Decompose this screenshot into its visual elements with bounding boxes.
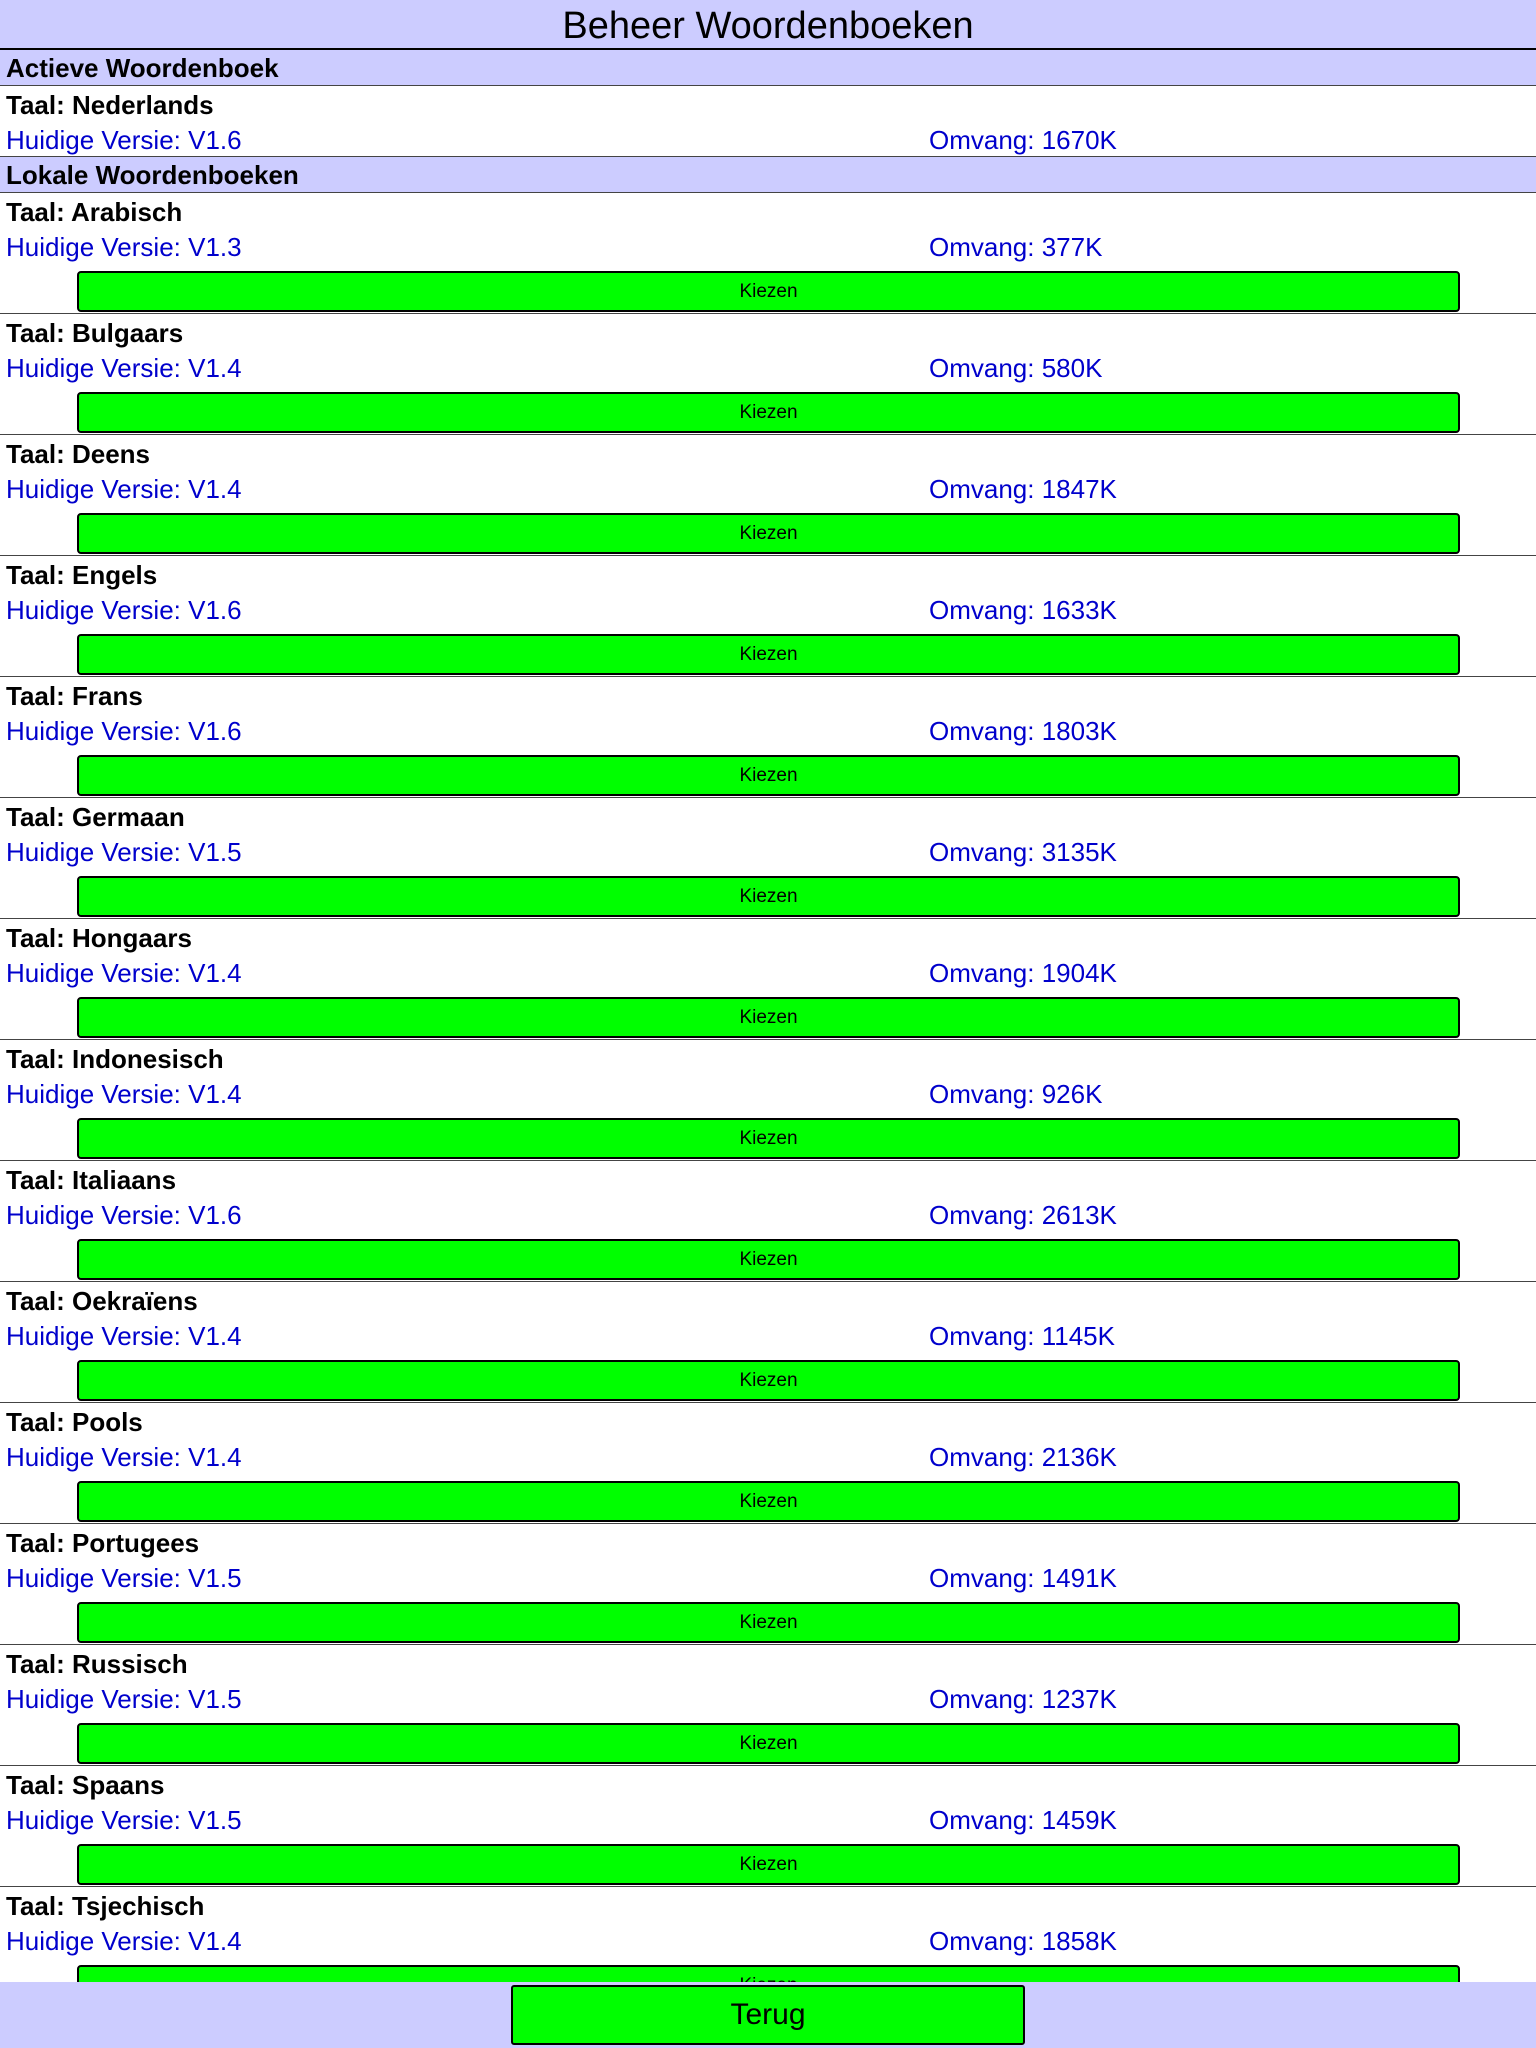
local-dictionary-entry bbox=[0, 314, 1536, 435]
size-label: Omvang: 2136K bbox=[929, 1442, 1117, 1472]
version-label: Huidige Versie: V1.6 bbox=[6, 595, 242, 625]
choose-button[interactable]: Kiezen bbox=[77, 1481, 1460, 1522]
version-label: Huidige Versie: V1.5 bbox=[6, 1805, 242, 1835]
language-label: Taal: Pools bbox=[6, 1407, 143, 1437]
dictionary-list[interactable] bbox=[0, 50, 1536, 1982]
language-label: Taal: Portugees bbox=[6, 1528, 200, 1558]
version-label: Huidige Versie: V1.4 bbox=[6, 958, 242, 988]
version-label: Huidige Versie: V1.4 bbox=[6, 1442, 242, 1472]
version-label: Huidige Versie: V1.4 bbox=[6, 353, 242, 383]
footer-bar bbox=[0, 1982, 1536, 2048]
size-label: Omvang: 1904K bbox=[929, 958, 1117, 988]
version-label: Huidige Versie: V1.5 bbox=[6, 837, 242, 867]
language-label: Taal: Frans bbox=[6, 681, 143, 711]
language-label: Taal: Arabisch bbox=[6, 197, 183, 227]
choose-button[interactable]: Kiezen bbox=[77, 1723, 1460, 1764]
language-label: Taal: Deens bbox=[6, 439, 151, 469]
version-label: Huidige Versie: V1.4 bbox=[6, 1926, 242, 1956]
choose-button[interactable]: Kiezen bbox=[77, 1360, 1460, 1401]
choose-button[interactable]: Kiezen bbox=[77, 1844, 1460, 1885]
size-label: Omvang: 1670K bbox=[929, 125, 1117, 155]
local-dictionary-entry bbox=[0, 798, 1536, 919]
version-label: Huidige Versie: V1.5 bbox=[6, 1684, 242, 1714]
local-dictionary-entry bbox=[0, 1766, 1536, 1887]
local-dictionary-entry bbox=[0, 1524, 1536, 1645]
local-dictionary-entry bbox=[0, 435, 1536, 556]
language-label: Taal: Oekraïens bbox=[6, 1286, 198, 1316]
size-label: Omvang: 2613K bbox=[929, 1200, 1117, 1230]
size-label: Omvang: 1491K bbox=[929, 1563, 1117, 1593]
size-label: Omvang: 1459K bbox=[929, 1805, 1117, 1835]
choose-button[interactable]: Kiezen bbox=[77, 1118, 1460, 1159]
choose-button[interactable]: Kiezen bbox=[77, 634, 1460, 675]
local-dictionaries-header: Lokale Woordenboeken bbox=[0, 157, 1536, 193]
local-dictionary-entry bbox=[0, 1645, 1536, 1766]
language-label: Taal: Italiaans bbox=[6, 1165, 177, 1195]
language-label: Taal: Engels bbox=[6, 560, 158, 590]
choose-button[interactable]: Kiezen bbox=[77, 1239, 1460, 1280]
version-label: Huidige Versie: V1.6 bbox=[6, 1200, 242, 1230]
local-dictionary-entry bbox=[0, 919, 1536, 1040]
version-label: Huidige Versie: V1.4 bbox=[6, 474, 242, 504]
size-label: Omvang: 3135K bbox=[929, 837, 1117, 867]
version-label: Huidige Versie: V1.3 bbox=[6, 232, 242, 262]
local-dictionary-entry bbox=[0, 677, 1536, 798]
language-label: Taal: Hongaars bbox=[6, 923, 192, 953]
choose-button[interactable]: Kiezen bbox=[77, 513, 1460, 554]
size-label: Omvang: 580K bbox=[929, 353, 1103, 383]
local-dictionary-entry bbox=[0, 1282, 1536, 1403]
language-label: Taal: Spaans bbox=[6, 1770, 165, 1800]
size-label: Omvang: 1803K bbox=[929, 716, 1117, 746]
language-label: Taal: Nederlands bbox=[6, 90, 214, 120]
choose-button[interactable]: Kiezen bbox=[77, 755, 1460, 796]
size-label: Omvang: 377K bbox=[929, 232, 1103, 262]
local-dictionary-entry bbox=[0, 193, 1536, 314]
local-dictionary-entry bbox=[0, 556, 1536, 677]
local-dictionary-entry bbox=[0, 1040, 1536, 1161]
choose-button[interactable]: Kiezen bbox=[77, 271, 1460, 312]
size-label: Omvang: 1847K bbox=[929, 474, 1117, 504]
back-button[interactable]: Terug bbox=[511, 1985, 1025, 2045]
size-label: Omvang: 926K bbox=[929, 1079, 1103, 1109]
language-label: Taal: Tsjechisch bbox=[6, 1891, 205, 1921]
page-title: Beheer Woordenboeken bbox=[0, 0, 1536, 50]
choose-button[interactable]: Kiezen bbox=[77, 1602, 1460, 1643]
language-label: Taal: Bulgaars bbox=[6, 318, 184, 348]
active-dictionary-entry bbox=[0, 86, 1536, 157]
version-label: Huidige Versie: V1.5 bbox=[6, 1563, 242, 1593]
version-label: Huidige Versie: V1.6 bbox=[6, 125, 242, 155]
size-label: Omvang: 1145K bbox=[929, 1321, 1115, 1351]
version-label: Huidige Versie: V1.6 bbox=[6, 716, 242, 746]
size-label: Omvang: 1237K bbox=[929, 1684, 1117, 1714]
language-label: Taal: Germaan bbox=[6, 802, 185, 832]
language-label: Taal: Russisch bbox=[6, 1649, 188, 1679]
version-label: Huidige Versie: V1.4 bbox=[6, 1321, 242, 1351]
local-dictionary-list bbox=[0, 193, 1536, 2008]
version-label: Huidige Versie: V1.4 bbox=[6, 1079, 242, 1109]
choose-button[interactable]: Kiezen bbox=[77, 997, 1460, 1038]
local-dictionary-entry bbox=[0, 1161, 1536, 1282]
choose-button[interactable]: Kiezen bbox=[77, 392, 1460, 433]
language-label: Taal: Indonesisch bbox=[6, 1044, 224, 1074]
active-dictionary-header: Actieve Woordenboek bbox=[0, 50, 1536, 86]
size-label: Omvang: 1633K bbox=[929, 595, 1117, 625]
local-dictionary-entry bbox=[0, 1403, 1536, 1524]
choose-button[interactable]: Kiezen bbox=[77, 876, 1460, 917]
size-label: Omvang: 1858K bbox=[929, 1926, 1117, 1956]
